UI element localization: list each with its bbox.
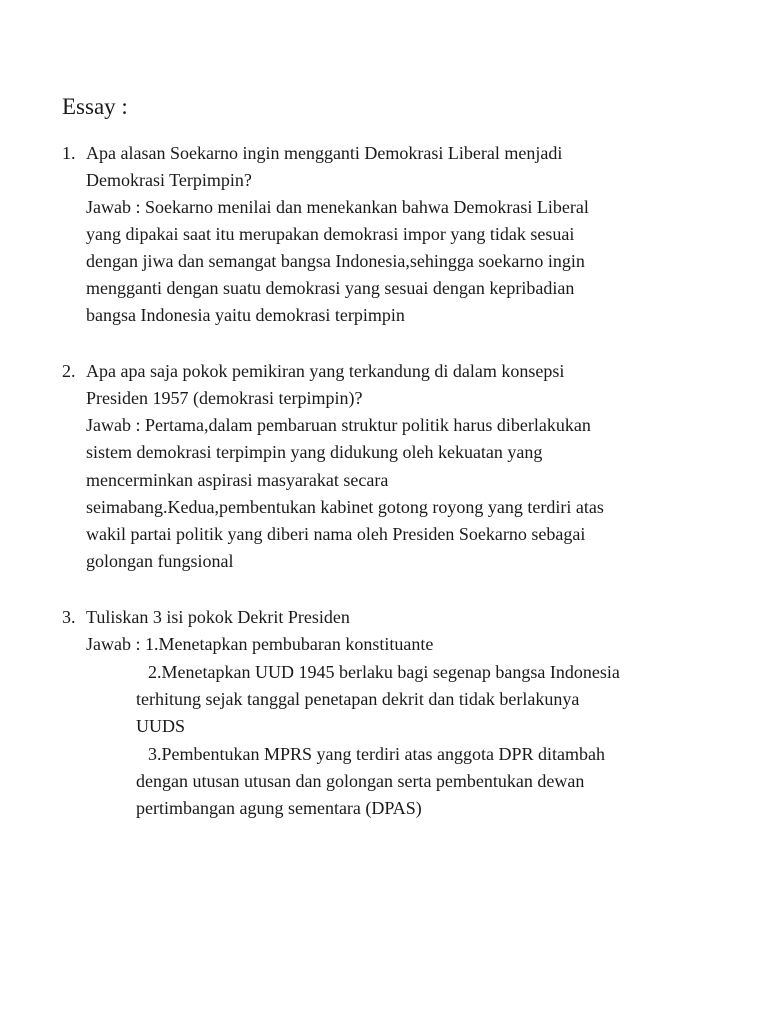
question-text-line: Presiden 1957 (demokrasi terpimpin)? (86, 388, 363, 408)
answer-text-line: golongan fungsional (86, 551, 234, 571)
question-number: 2. (62, 361, 76, 381)
answer-item-line: UUDS (136, 716, 186, 736)
answer-item-line: pertimbangan agung sementara (DPAS) (136, 798, 422, 818)
question-number: 3. (62, 607, 76, 627)
answer-text-line: sistem demokrasi terpimpin yang didukung oleh kekuatan yang (86, 442, 543, 462)
question-text-line: Demokrasi Terpimpin? (86, 170, 252, 190)
question-text-line: Tuliskan 3 isi pokok Dekrit Presiden (86, 607, 350, 627)
page-heading: Essay : (62, 94, 128, 119)
question-text-line: Apa alasan Soekarno ingin mengganti Demokrasi Liberal menjadi (86, 143, 563, 163)
answer-text-line: seimabang.Kedua,pembentukan kabinet gotong royong yang terdiri atas (86, 497, 604, 517)
answer-item-first-line: 2.Menetapkan UUD 1945 berlaku bagi segenap bangsa Indonesia (148, 662, 620, 682)
answer-text-line: mengganti dengan suatu demokrasi yang sesuai dengan kepribadian (86, 278, 575, 298)
question-number: 1. (62, 143, 76, 163)
answer-item-line: terhitung sejak tanggal penetapan dekrit dan tidak berlakunya (136, 689, 580, 709)
answer-text-line: Jawab : Soekarno menilai dan menekankan bahwa Demokrasi Liberal (86, 197, 589, 217)
question-text-line: Apa apa saja pokok pemikiran yang terkandung di dalam konsepsi (86, 361, 565, 381)
answer-item-line: dengan utusan utusan dan golongan serta pembentukan dewan (136, 771, 585, 791)
answer-text-line: yang dipakai saat itu merupakan demokrasi impor yang tidak sesuai (86, 224, 575, 244)
answer-intro-line: Jawab : 1.Menetapkan pembubaran konstituante (86, 634, 434, 654)
answer-text-line: mencerminkan aspirasi masyarakat secara (86, 470, 389, 490)
answer-text-line: bangsa Indonesia yaitu demokrasi terpimpin (86, 305, 405, 325)
answer-text-line: dengan jiwa dan semangat bangsa Indonesia,sehingga soekarno ingin (86, 251, 585, 271)
answer-text-line: Jawab : Pertama,dalam pembaruan struktur politik harus diberlakukan (86, 415, 591, 435)
answer-text-line: wakil partai politik yang diberi nama oleh Presiden Soekarno sebagai (86, 524, 586, 544)
answer-item-first-line: 3.Pembentukan MPRS yang terdiri atas anggota DPR ditambah (148, 744, 605, 764)
